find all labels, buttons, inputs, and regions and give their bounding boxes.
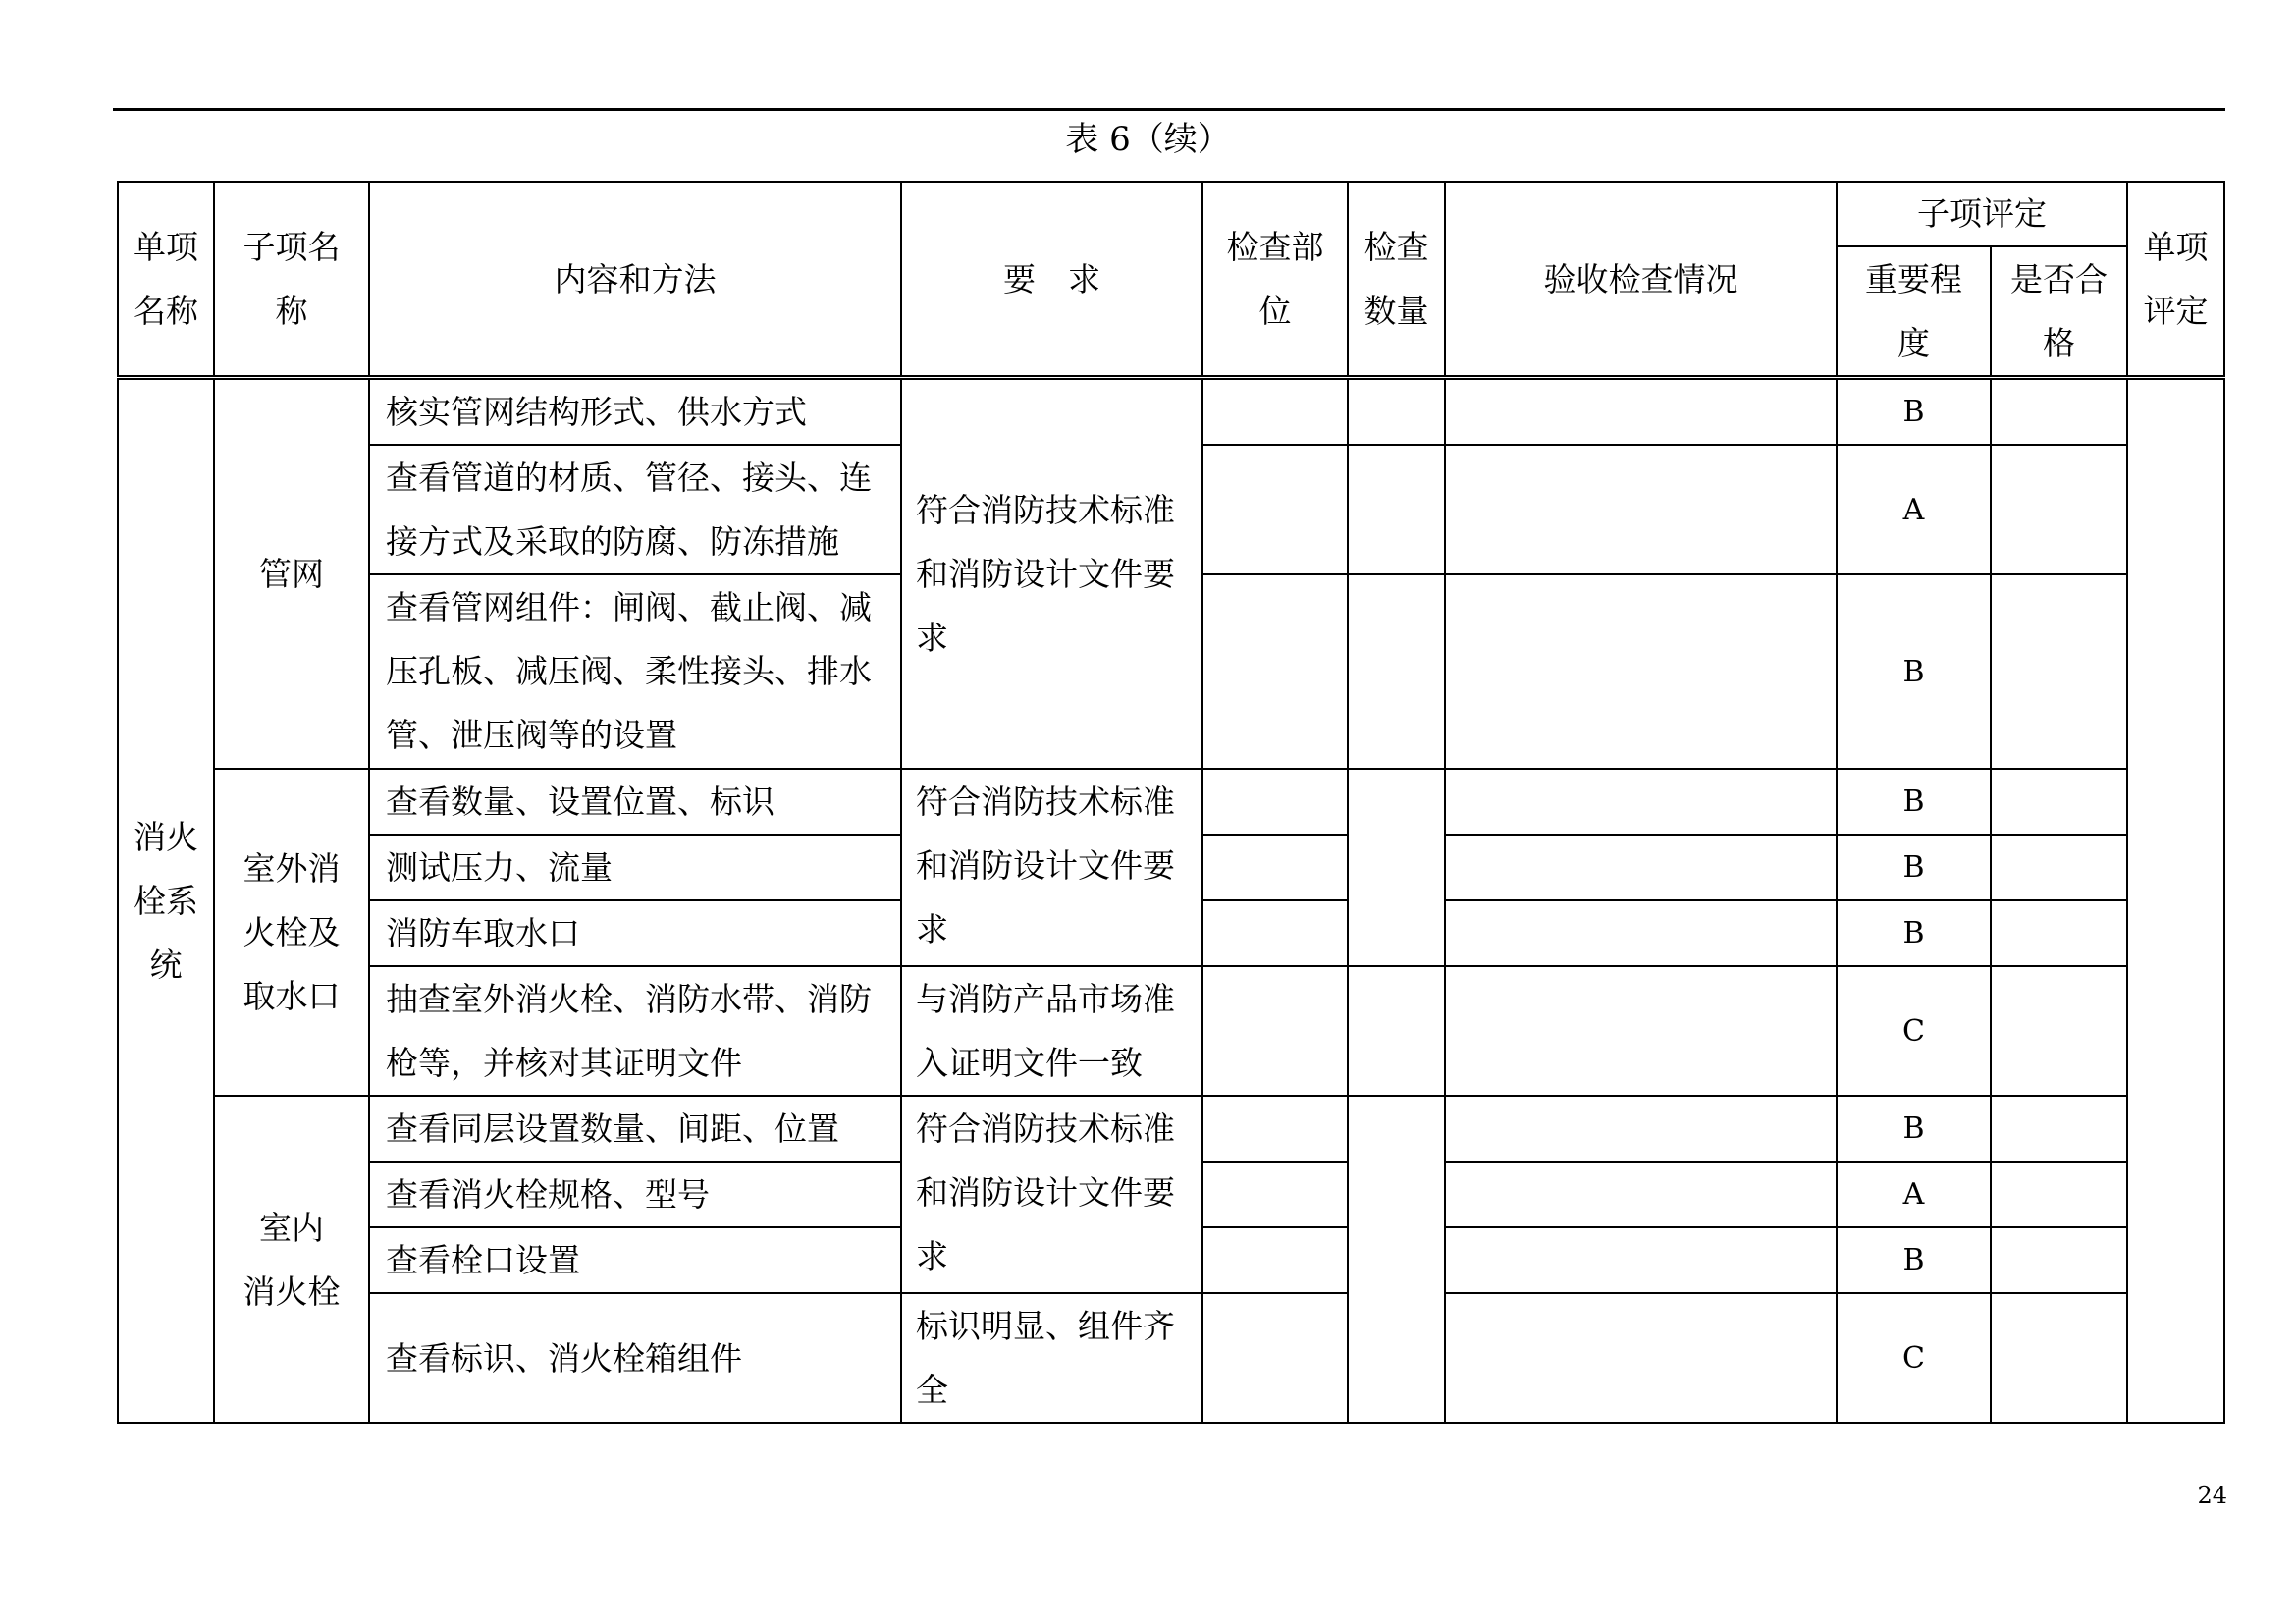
check-part-cell[interactable]	[1202, 379, 1348, 445]
importance-cell: C	[1837, 1293, 1991, 1423]
requirement-cell: 符合消防技术标准 和消防设计文件要 求	[901, 769, 1202, 966]
header-content: 内容和方法	[369, 182, 901, 376]
acceptance-cell[interactable]	[1445, 1227, 1837, 1293]
check-qty-cell[interactable]	[1348, 769, 1445, 966]
check-part-cell[interactable]	[1202, 966, 1348, 1096]
header-importance: 重要程 度	[1837, 246, 1991, 376]
group-name-outdoor-hydrant: 室外消 火栓及 取水口	[214, 769, 369, 1096]
check-part-cell[interactable]	[1202, 835, 1348, 900]
acceptance-cell[interactable]	[1445, 966, 1837, 1096]
importance-cell: A	[1837, 1162, 1991, 1227]
check-qty-cell[interactable]	[1348, 379, 1445, 445]
content-cell: 查看栓口设置	[369, 1227, 901, 1293]
content-cell: 查看同层设置数量、间距、位置	[369, 1096, 901, 1162]
content-cell: 查看消火栓规格、型号	[369, 1162, 901, 1227]
unit-eval-cell[interactable]	[2127, 379, 2224, 1423]
check-part-cell[interactable]	[1202, 445, 1348, 574]
acceptance-cell[interactable]	[1445, 445, 1837, 574]
importance-cell: B	[1837, 900, 1991, 966]
header-acceptance: 验收检查情况	[1445, 182, 1837, 376]
qualified-cell[interactable]	[1991, 900, 2127, 966]
check-qty-cell[interactable]	[1348, 445, 1445, 574]
content-cell: 查看管网组件：闸阀、截止阀、减 压孔板、减压阀、柔性接头、排水 管、泄压阀等的设置	[369, 574, 901, 769]
acceptance-table	[117, 181, 2225, 1424]
check-part-cell[interactable]	[1202, 900, 1348, 966]
qualified-cell[interactable]	[1991, 445, 2127, 574]
qualified-cell[interactable]	[1991, 1162, 2127, 1227]
page-number: 24	[2197, 1482, 2227, 1509]
table-row	[118, 379, 2224, 445]
content-cell: 核实管网结构形式、供水方式	[369, 379, 901, 445]
acceptance-cell[interactable]	[1445, 1162, 1837, 1227]
content-cell: 查看标识、消火栓箱组件	[369, 1293, 901, 1423]
qualified-cell[interactable]	[1991, 1096, 2127, 1162]
importance-cell: C	[1837, 966, 1991, 1096]
importance-cell: B	[1837, 835, 1991, 900]
check-part-cell[interactable]	[1202, 1096, 1348, 1162]
qualified-cell[interactable]	[1991, 379, 2127, 445]
table-row	[118, 1293, 2224, 1423]
header-sub-eval: 子项评定	[1837, 182, 2127, 246]
check-qty-cell[interactable]	[1348, 1096, 1445, 1423]
content-cell: 查看管道的材质、管径、接头、连 接方式及采取的防腐、防冻措施	[369, 445, 901, 574]
header-unit-name: 单项 名称	[118, 182, 214, 376]
requirement-cell: 符合消防技术标准 和消防设计文件要 求	[901, 379, 1202, 769]
content-cell: 查看数量、设置位置、标识	[369, 769, 901, 835]
acceptance-cell[interactable]	[1445, 835, 1837, 900]
header-qualified: 是否合 格	[1991, 246, 2127, 376]
qualified-cell[interactable]	[1991, 769, 2127, 835]
acceptance-cell[interactable]	[1445, 1096, 1837, 1162]
importance-cell: B	[1837, 574, 1991, 769]
header-sub-name: 子项名 称	[214, 182, 369, 376]
table-row	[118, 1096, 2224, 1162]
header-row	[118, 182, 2224, 246]
content-cell: 抽查室外消火栓、消防水带、消防 枪等，并核对其证明文件	[369, 966, 901, 1096]
check-part-cell[interactable]	[1202, 769, 1348, 835]
check-part-cell[interactable]	[1202, 574, 1348, 769]
group-name-pipe-network: 管网	[214, 379, 369, 769]
acceptance-cell[interactable]	[1445, 574, 1837, 769]
group-name-indoor-hydrant: 室内 消火栓	[214, 1096, 369, 1423]
importance-cell: B	[1837, 379, 1991, 445]
acceptance-cell[interactable]	[1445, 900, 1837, 966]
acceptance-cell[interactable]	[1445, 1293, 1837, 1423]
importance-cell: A	[1837, 445, 1991, 574]
check-part-cell[interactable]	[1202, 1162, 1348, 1227]
qualified-cell[interactable]	[1991, 966, 2127, 1096]
check-part-cell[interactable]	[1202, 1227, 1348, 1293]
content-cell: 消防车取水口	[369, 900, 901, 966]
check-qty-cell[interactable]	[1348, 574, 1445, 769]
acceptance-cell[interactable]	[1445, 379, 1837, 445]
section-name: 消火 栓系 统	[118, 379, 214, 1423]
content-cell: 测试压力、流量	[369, 835, 901, 900]
importance-cell: B	[1837, 1096, 1991, 1162]
header-check-qty: 检查 数量	[1348, 182, 1445, 376]
check-qty-cell[interactable]	[1348, 966, 1445, 1096]
header-unit-eval: 单项 评定	[2127, 182, 2224, 376]
requirement-cell: 与消防产品市场准 入证明文件一致	[901, 966, 1202, 1096]
top-rule	[113, 108, 2225, 111]
qualified-cell[interactable]	[1991, 1227, 2127, 1293]
importance-cell: B	[1837, 769, 1991, 835]
qualified-cell[interactable]	[1991, 1293, 2127, 1423]
table-row	[118, 966, 2224, 1096]
table-row	[118, 769, 2224, 835]
qualified-cell[interactable]	[1991, 835, 2127, 900]
importance-cell: B	[1837, 1227, 1991, 1293]
table-caption: 表 6（续）	[1065, 120, 1231, 159]
check-part-cell[interactable]	[1202, 1293, 1348, 1423]
requirement-cell: 标识明显、组件齐 全	[901, 1293, 1202, 1423]
qualified-cell[interactable]	[1991, 574, 2127, 769]
requirement-cell: 符合消防技术标准 和消防设计文件要 求	[901, 1096, 1202, 1293]
header-requirement: 要 求	[901, 182, 1202, 376]
header-check-part: 检查部 位	[1202, 182, 1348, 376]
acceptance-cell[interactable]	[1445, 769, 1837, 835]
